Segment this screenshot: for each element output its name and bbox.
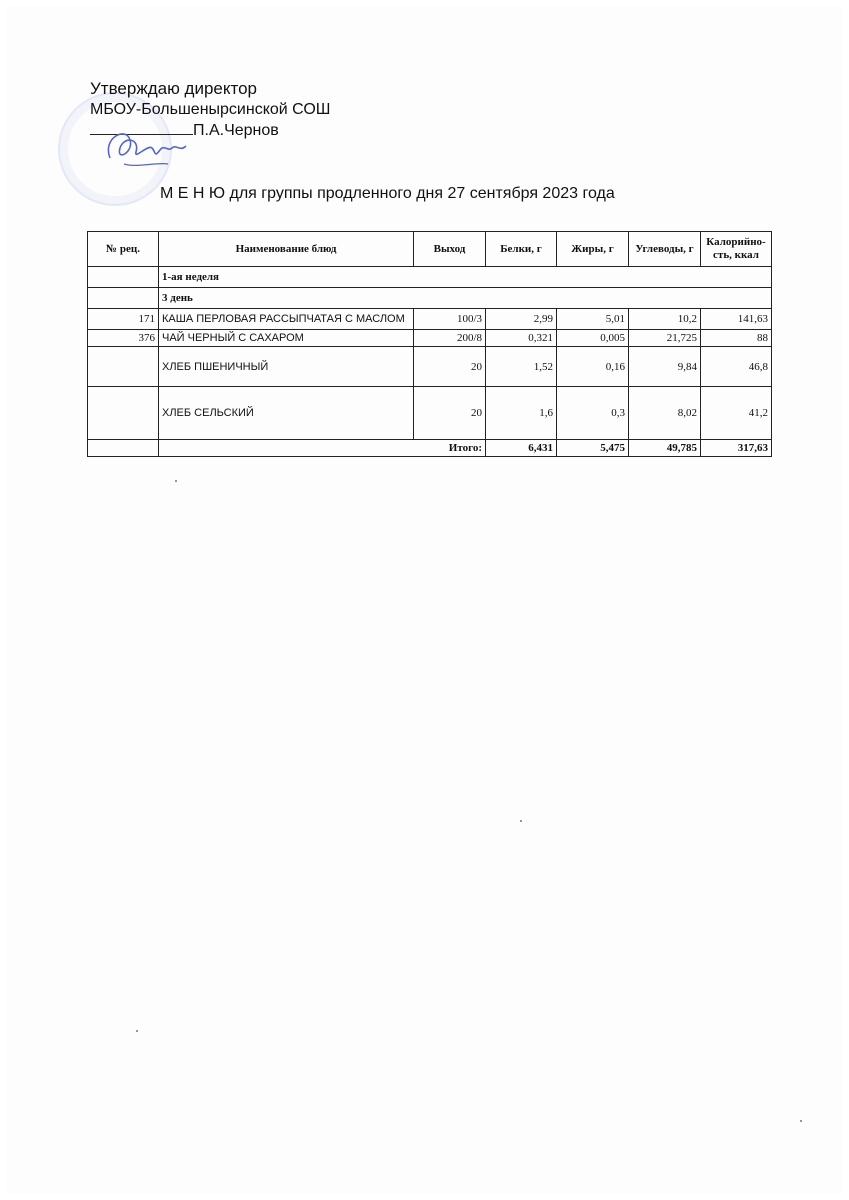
table-row (88, 347, 772, 387)
day-row (88, 288, 772, 309)
dish-kcal: 41,2 (701, 387, 772, 440)
rec-number: 171 (88, 309, 159, 330)
dish-name: КАША ПЕРЛОВАЯ РАССЫПЧАТАЯ С МАСЛОМ (159, 309, 414, 330)
scan-speck (520, 820, 522, 822)
handwritten-signature (96, 118, 206, 178)
dish-carbs: 10,2 (629, 309, 701, 330)
dish-fat: 5,01 (557, 309, 629, 330)
dish-output: 20 (414, 347, 486, 387)
dish-output: 20 (414, 387, 486, 440)
rec-number (88, 387, 159, 440)
header-fat: Жиры, г (557, 232, 629, 267)
rec-number (88, 347, 159, 387)
header-kcal: Калорийность, ккал (701, 232, 772, 267)
total-fat: 5,475 (557, 440, 629, 457)
header-output: Выход (414, 232, 486, 267)
total-carbs: 49,785 (629, 440, 701, 457)
table-row (88, 309, 772, 330)
total-protein: 6,431 (486, 440, 557, 457)
dish-carbs: 9,84 (629, 347, 701, 387)
header-dish: Наименование блюд (159, 232, 414, 267)
dish-name: ХЛЕБ СЕЛЬСКИЙ (159, 387, 414, 440)
total-kcal: 317,63 (701, 440, 772, 457)
total-label: Итого: (159, 440, 486, 457)
dish-kcal: 46,8 (701, 347, 772, 387)
menu-table (87, 231, 772, 457)
dish-carbs: 8,02 (629, 387, 701, 440)
table-row (88, 387, 772, 440)
dish-name: ЧАЙ ЧЕРНЫЙ С САХАРОМ (159, 330, 414, 347)
dish-protein: 1,52 (486, 347, 557, 387)
scan-speck (136, 1030, 138, 1032)
dish-fat: 0,16 (557, 347, 629, 387)
dish-kcal: 88 (701, 330, 772, 347)
dish-name: ХЛЕБ ПШЕНИЧНЫЙ (159, 347, 414, 387)
dish-kcal: 141,63 (701, 309, 772, 330)
table-header-row (88, 232, 772, 267)
dish-fat: 0,3 (557, 387, 629, 440)
scan-speck (175, 480, 177, 482)
day-label: 3 день (159, 288, 772, 309)
dish-protein: 2,99 (486, 309, 557, 330)
week-label: 1-ая неделя (159, 267, 772, 288)
dish-protein: 1,6 (486, 387, 557, 440)
week-row (88, 267, 772, 288)
dish-fat: 0,005 (557, 330, 629, 347)
dish-output: 200/8 (414, 330, 486, 347)
header-rec: № рец. (88, 232, 159, 267)
school-name: МБОУ-Большенырсинской СОШ (90, 101, 331, 118)
approval-title: Утверждаю директор (90, 79, 258, 98)
dish-protein: 0,321 (486, 330, 557, 347)
header-protein: Белки, г (486, 232, 557, 267)
rec-number: 376 (88, 330, 159, 347)
header-carbs: Углеводы, г (629, 232, 701, 267)
table-row (88, 330, 772, 347)
signer-name: П.А.Чернов (193, 122, 279, 139)
menu-title: М Е Н Ю для группы продленного дня 27 сентября 2023 года (160, 185, 615, 202)
dish-output: 100/3 (414, 309, 486, 330)
scan-speck (800, 1120, 802, 1122)
dish-carbs: 21,725 (629, 330, 701, 347)
total-row (88, 440, 772, 457)
